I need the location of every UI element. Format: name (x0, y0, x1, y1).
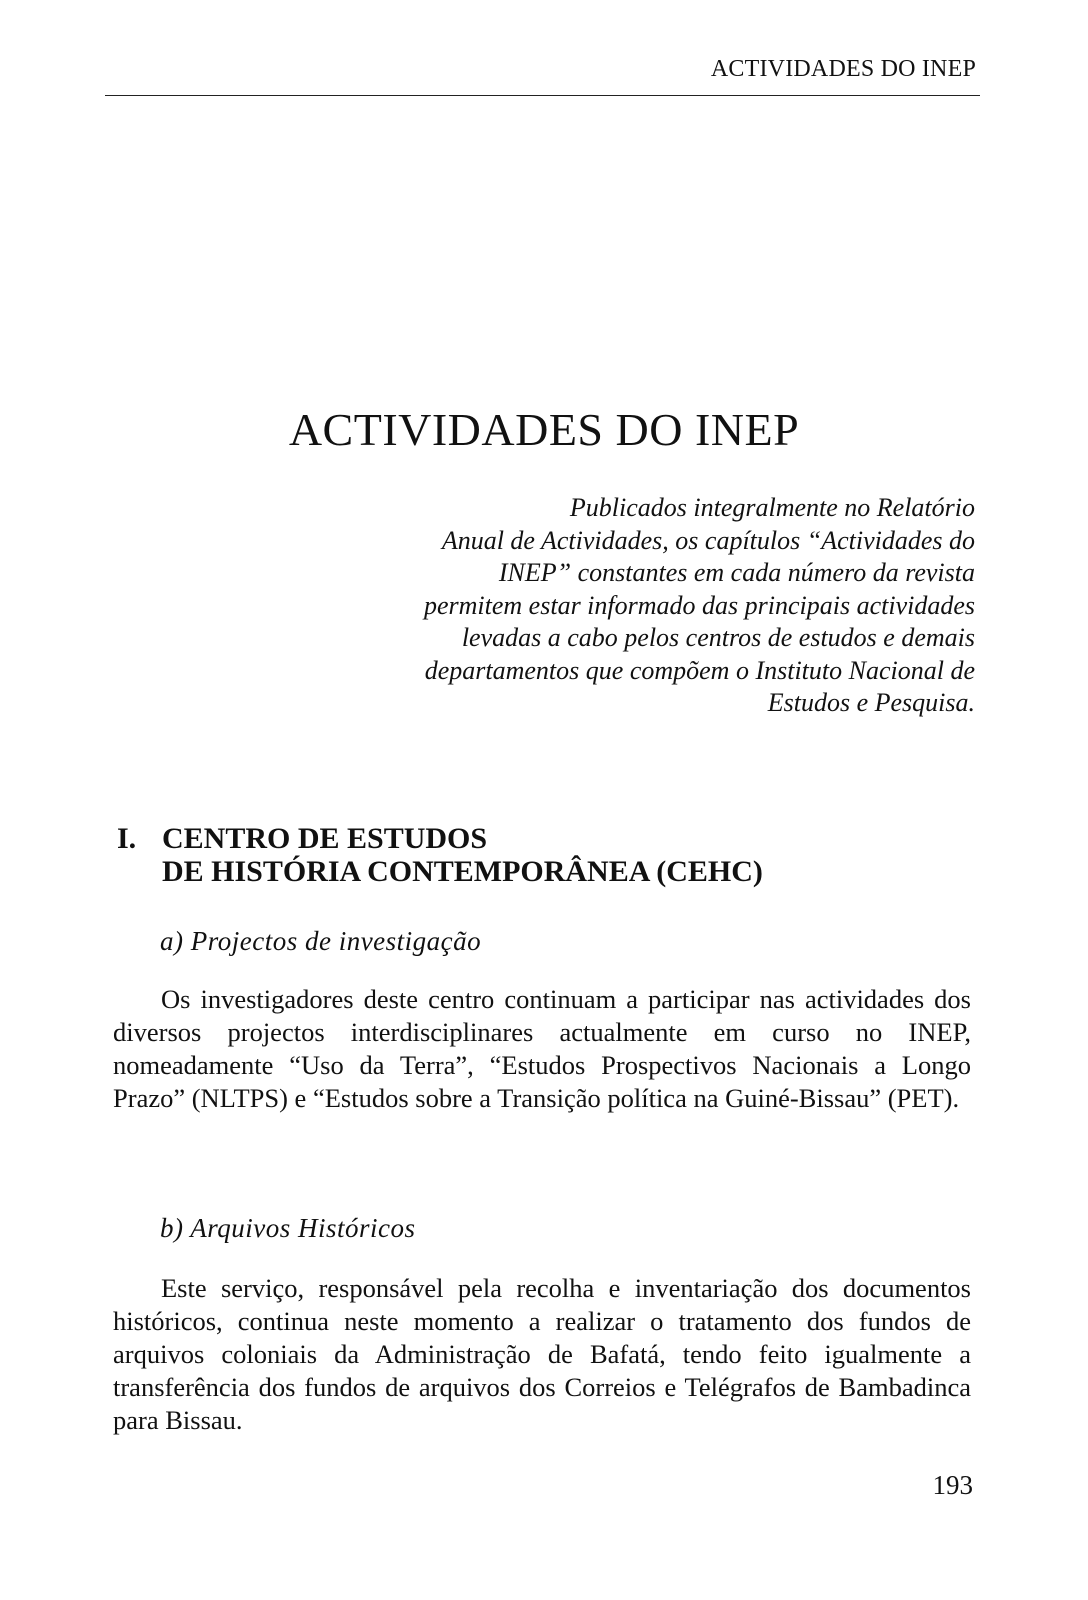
epigraph (275, 492, 975, 720)
subsection-heading-b: b) Arquivos Históricos (160, 1213, 416, 1243)
section-title-line-1: CENTRO DE ESTUDOS (162, 822, 488, 855)
epigraph-line: departamentos que compõem o Instituto Nacional de (424, 655, 975, 685)
subsection-paragraph-a: Os investigadores deste centro continuam a participar nas actividades dos diversos projectos interdisciplinares actualmente em curso no INEP, nomeadamente “Uso da Terra”, “Estudos Prospectivos Nacionais a Longo Prazo” (NLTPS) e “Estudos sobre a Transição política na Guiné-Bissau” (PET). (113, 984, 971, 1113)
epigraph-line: Publicados integralmente no Relatório (569, 493, 975, 522)
section-heading (117, 822, 763, 888)
header-rule (105, 95, 980, 96)
section-title-line-2: DE HISTÓRIA CONTEMPORÂNEA (CEHC) (162, 855, 763, 888)
running-head: ACTIVIDADES DO INEP (710, 56, 976, 82)
section-number: I. (117, 822, 137, 855)
page-title: ACTIVIDADES DO INEP (288, 403, 800, 455)
epigraph-line: levadas a cabo pelos centros de estudos e demais (461, 623, 975, 652)
page-number: 193 (932, 1470, 973, 1500)
epigraph-line: Anual de Actividades, os capítulos “Actividades do (441, 525, 975, 555)
subsection-paragraph-b: Este serviço, responsável pela recolha e inventariação dos documentos históricos, continua neste momento a realizar o tratamento dos fundos de arquivos coloniais da Administração de Bafatá, tendo feito igualmente a transferência dos fundos de arquivos dos Correios e Telégrafos de Bambadinca para Bissau. (113, 1273, 971, 1435)
epigraph-line: Estudos e Pesquisa. (767, 688, 975, 717)
epigraph-line: permitem estar informado das principais actividades (423, 590, 975, 620)
epigraph-line: INEP” constantes em cada número da revista (498, 558, 975, 587)
subsection-heading-a: a) Projectos de investigação (160, 926, 482, 956)
